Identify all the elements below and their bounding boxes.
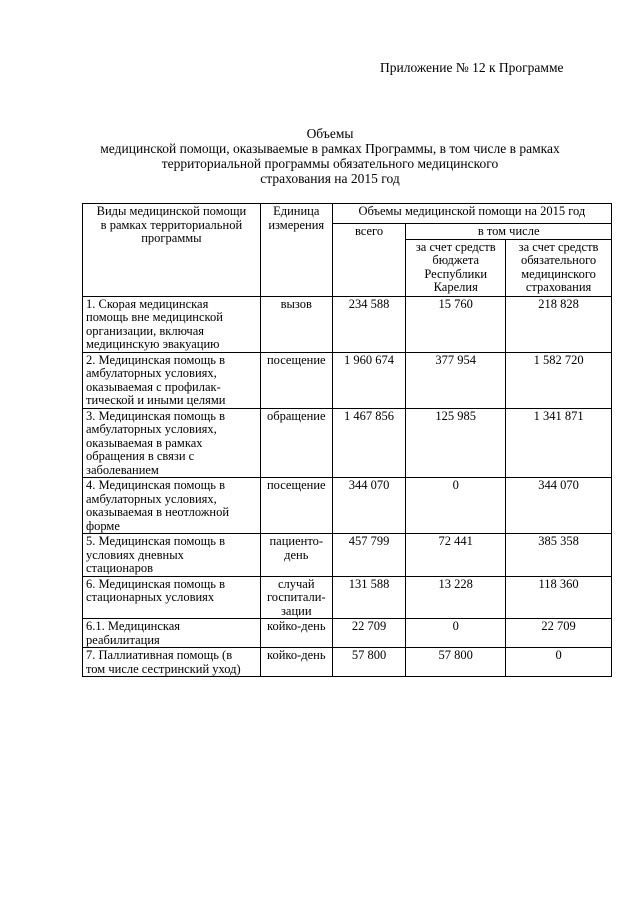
row-budget: 125 985 xyxy=(406,408,506,478)
row-budget: 13 228 xyxy=(406,576,506,619)
row-oms: 1 582 720 xyxy=(506,352,612,408)
title-line: Объемы xyxy=(306,126,354,141)
header-oms: за счет средств обязательного медицинского страхования xyxy=(506,239,612,296)
row-oms: 22 709 xyxy=(506,619,612,648)
row-care-type: 4. Медицинская помощь в амбулаторных условиях, оказываемая в неотложной форме xyxy=(83,478,261,534)
row-oms: 0 xyxy=(506,648,612,677)
table-row xyxy=(83,408,612,478)
row-total: 22 709 xyxy=(332,619,406,648)
row-care-type: 7. Паллиативная помощь (в том числе сестринский уход) xyxy=(83,648,261,677)
row-total: 234 588 xyxy=(332,296,406,352)
title-line: территориальной программы обязательного медицинского xyxy=(161,156,499,171)
row-care-type: 2. Медицинская помощь в амбулаторных условиях, оказываемая с профилак- тической и иными целями xyxy=(83,352,261,408)
table-row xyxy=(83,352,612,408)
row-budget: 0 xyxy=(406,619,506,648)
row-total: 131 588 xyxy=(332,576,406,619)
row-budget: 377 954 xyxy=(406,352,506,408)
volumes-table xyxy=(82,203,612,677)
table-row xyxy=(83,619,612,648)
row-unit: койко-день xyxy=(260,648,332,677)
row-total: 1 960 674 xyxy=(332,352,406,408)
header-including: в том числе xyxy=(406,224,612,240)
row-unit: обращение xyxy=(260,408,332,478)
row-total: 1 467 856 xyxy=(332,408,406,478)
row-oms: 118 360 xyxy=(506,576,612,619)
row-unit: случай госпитали- зации xyxy=(260,576,332,619)
row-unit: койко-день xyxy=(260,619,332,648)
document-title xyxy=(60,126,600,186)
row-care-type: 3. Медицинская помощь в амбулаторных условиях, оказываемая в рамках обращения в связи с заболеванием xyxy=(83,408,261,478)
row-unit: посещение xyxy=(260,478,332,534)
row-care-type: 6. Медицинская помощь в стационарных условиях xyxy=(83,576,261,619)
row-unit: пациенто- день xyxy=(260,534,332,577)
row-care-type: 1. Скорая медицинская помощь вне медицинской организации, включая медицинскую эвакуацию xyxy=(83,296,261,352)
row-budget: 72 441 xyxy=(406,534,506,577)
row-budget: 0 xyxy=(406,478,506,534)
row-unit: вызов xyxy=(260,296,332,352)
row-total: 457 799 xyxy=(332,534,406,577)
row-oms: 344 070 xyxy=(506,478,612,534)
row-total: 57 800 xyxy=(332,648,406,677)
header-total: всего xyxy=(332,224,406,297)
table-row xyxy=(83,478,612,534)
table-row xyxy=(83,576,612,619)
appendix-label: Приложение № 12 к Программе xyxy=(380,60,564,75)
title-line: медицинской помощи, оказываемые в рамках Программы, в том числе в рамках xyxy=(100,141,560,156)
header-volumes: Объемы медицинской помощи на 2015 год xyxy=(332,204,611,224)
row-care-type: 6.1. Медицинская реабилитация xyxy=(83,619,261,648)
table-row xyxy=(83,296,612,352)
row-budget: 15 760 xyxy=(406,296,506,352)
header-unit: Единица измерения xyxy=(260,204,332,297)
row-total: 344 070 xyxy=(332,478,406,534)
row-budget: 57 800 xyxy=(406,648,506,677)
row-care-type: 5. Медицинская помощь в условиях дневных стационаров xyxy=(83,534,261,577)
header-care-type: Виды медицинской помощи в рамках территориальной программы xyxy=(83,204,261,297)
row-oms: 1 341 871 xyxy=(506,408,612,478)
table-row xyxy=(83,534,612,577)
row-oms: 218 828 xyxy=(506,296,612,352)
table-row xyxy=(83,648,612,677)
row-unit: посещение xyxy=(260,352,332,408)
row-oms: 385 358 xyxy=(506,534,612,577)
title-line: страхования на 2015 год xyxy=(260,171,400,186)
header-budget: за счет средств бюджета Республики Карелия xyxy=(406,239,506,296)
